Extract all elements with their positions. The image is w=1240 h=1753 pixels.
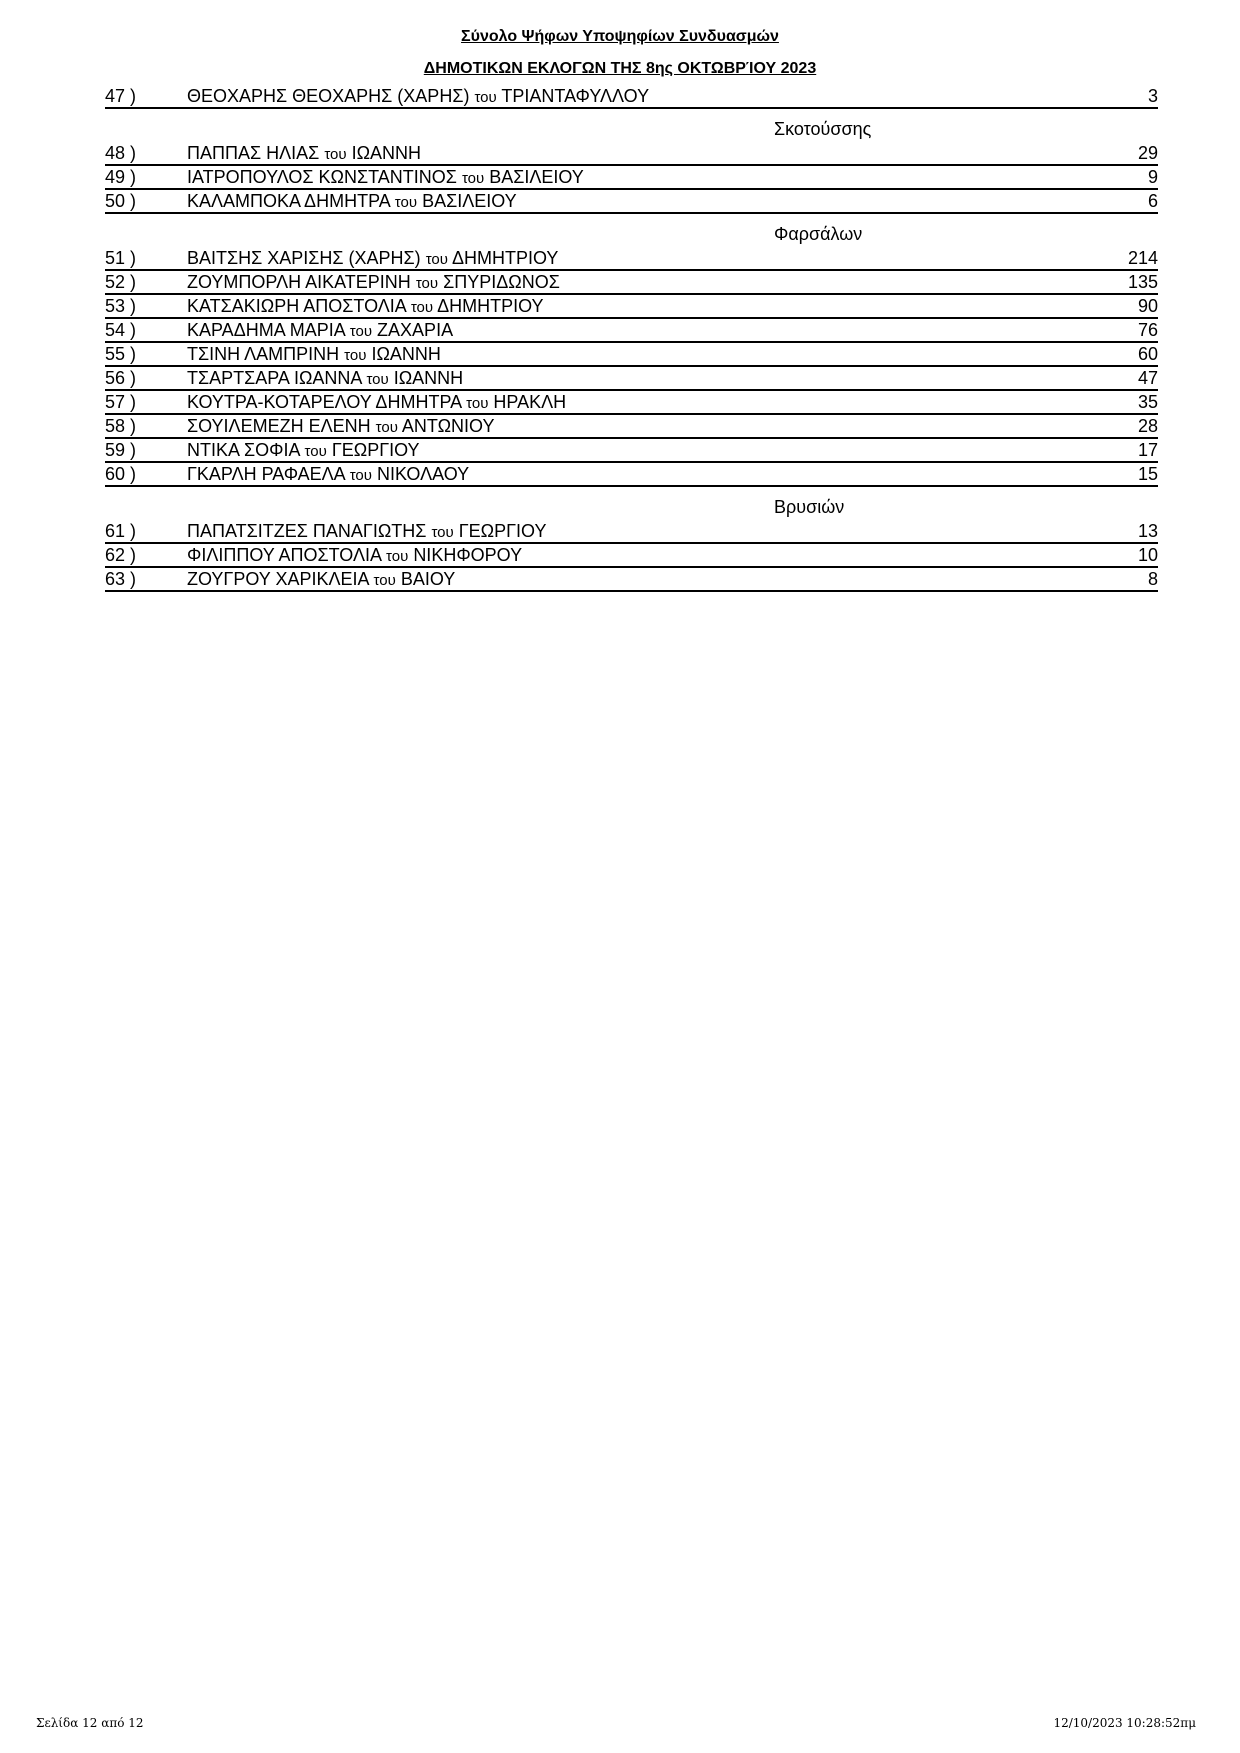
vote-count: 90	[1137, 296, 1158, 316]
vote-count: 47	[1137, 368, 1158, 388]
candidate-name	[187, 463, 469, 487]
candidate-surname: ΒΑΙΤΣΗΣ ΧΑΡΙΣΗΣ (ΧΑΡΗΣ)	[187, 248, 421, 268]
candidate-surname: ΖΟΥΓΡΟΥ ΧΑΡΙΚΛΕΙΑ	[187, 569, 369, 589]
section-header	[105, 214, 1158, 247]
row-number: 59 )	[105, 440, 137, 460]
father-name: ΓΕΩΡΓΙΟΥ	[458, 521, 547, 541]
candidate-surname: ΚΑΡΑΔΗΜΑ ΜΑΡΙΑ	[187, 320, 345, 340]
table-row	[105, 142, 1158, 166]
candidate-name	[187, 367, 463, 391]
vote-count: 60	[1137, 344, 1158, 364]
father-name: ΒΑΣΙΛΕΙΟΥ	[489, 167, 584, 187]
father-name: ΣΠΥΡΙΔΩΝΟΣ	[443, 272, 560, 292]
candidate-name	[187, 439, 420, 463]
patronymic-particle: του	[344, 347, 367, 364]
candidate-surname: ΚΑΛΑΜΠΟΚΑ ΔΗΜΗΤΡΑ	[187, 191, 390, 211]
table-row	[105, 295, 1158, 319]
patronymic-particle: του	[304, 443, 327, 460]
father-name: ΝΙΚΟΛΑΟΥ	[376, 464, 470, 484]
candidate-name	[187, 142, 421, 166]
patronymic-particle: του	[466, 395, 489, 412]
table-row	[105, 166, 1158, 190]
row-number: 52 )	[105, 272, 137, 292]
candidate-surname: ΚΟΥΤΡΑ-ΚΟΤΑΡΕΛΟΥ ΔΗΜΗΤΡΑ	[187, 392, 462, 412]
father-name: ΙΩΑΝΝΗ	[393, 368, 464, 388]
table-row	[105, 415, 1158, 439]
candidate-name	[187, 544, 522, 568]
candidate-surname: ΤΣΑΡΤΣΑΡΑ ΙΩΑΝΝΑ	[187, 368, 362, 388]
section-header	[105, 487, 1158, 520]
candidate-surname: ΣΟΥΙΛΕΜΕΖΗ ΕΛΕΝΗ	[187, 416, 371, 436]
vote-count: 6	[1147, 191, 1158, 211]
father-name: ΙΩΑΝΝΗ	[371, 344, 441, 364]
vote-count: 8	[1147, 569, 1158, 589]
patronymic-particle: του	[366, 371, 389, 388]
patronymic-particle: του	[375, 419, 398, 436]
candidate-surname: ΠΑΠΑΤΣΙΤΖΕΣ ΠΑΝΑΓΙΩΤΗΣ	[187, 521, 427, 541]
print-datetime: 12/10/2023 10:28:52πμ	[1053, 1716, 1196, 1730]
father-name: ΓΕΩΡΓΙΟΥ	[331, 440, 420, 460]
candidate-name	[187, 568, 455, 592]
candidate-surname: ΝΤΙΚΑ ΣΟΦΙΑ	[187, 440, 300, 460]
father-name: ΒΑΣΙΛΕΙΟΥ	[422, 191, 517, 211]
row-number: 50 )	[105, 191, 137, 211]
patronymic-particle: του	[415, 275, 439, 292]
father-name: ΔΗΜΗΤΡΙΟΥ	[451, 248, 559, 268]
patronymic-particle: του	[386, 548, 409, 565]
candidate-surname: ΠΑΠΠΑΣ ΗΛΙΑΣ	[187, 143, 320, 163]
candidate-surname: ΚΑΤΣΑΚΙΩΡΗ ΑΠΟΣΤΟΛΙΑ	[187, 296, 406, 316]
father-name: ΙΩΑΝΝΗ	[351, 143, 422, 163]
vote-count: 28	[1137, 416, 1158, 436]
row-number: 56 )	[105, 368, 137, 388]
table-row	[105, 463, 1158, 487]
table-row	[105, 319, 1158, 343]
patronymic-particle: του	[410, 299, 434, 316]
father-name: ΖΑΧΑΡΙΑ	[377, 320, 454, 340]
candidate-surname: ΓΚΑΡΛΗ ΡΑΦΑΕΛΑ	[187, 464, 345, 484]
section-label: Σκοτούσσης	[774, 119, 872, 139]
vote-count: 214	[1127, 248, 1158, 268]
vote-count: 10	[1137, 545, 1158, 565]
section-label: Βρυσιών	[774, 497, 845, 517]
table-row	[105, 343, 1158, 367]
row-number: 49 )	[105, 167, 137, 187]
row-number: 55 )	[105, 344, 137, 364]
row-number: 63 )	[105, 569, 137, 589]
row-number: 47 )	[105, 86, 137, 106]
father-name: ΝΙΚΗΦΟΡΟΥ	[413, 545, 523, 565]
candidates-list	[105, 85, 1158, 592]
candidate-name	[187, 343, 441, 367]
vote-count: 13	[1137, 521, 1158, 541]
candidate-name	[187, 520, 546, 544]
row-number: 51 )	[105, 248, 137, 268]
table-row	[105, 439, 1158, 463]
father-name: ΤΡΙΑΝΤΑΦΥΛΛΟΥ	[501, 86, 650, 106]
document-subtitle: ΔΗΜΟΤΙΚΩΝ ΕΚΛΟΓΩΝ ΤΗΣ 8ης ΟΚΤΩΒΡΊΟΥ 2023	[423, 60, 817, 77]
candidate-name	[187, 247, 558, 271]
father-name: ΒΑΙΟΥ	[400, 569, 456, 589]
section-header	[105, 109, 1158, 142]
vote-count: 135	[1127, 272, 1158, 292]
row-number: 53 )	[105, 296, 137, 316]
table-row	[105, 544, 1158, 568]
candidate-name	[187, 319, 453, 343]
document-title: Σύνολο Ψήφων Υποψηφίων Συνδυασμών	[461, 28, 779, 45]
candidate-name	[187, 85, 649, 109]
candidate-surname: ΙΑΤΡΟΠΟΥΛΟΣ ΚΩΝΣΤΑΝΤΙΝΟΣ	[187, 167, 457, 187]
page-number: Σελίδα 12 από 12	[36, 1716, 144, 1730]
patronymic-particle: του	[394, 194, 418, 211]
table-row	[105, 520, 1158, 544]
candidate-surname: ΘΕΟΧΑΡΗΣ ΘΕΟΧΑΡΗΣ (ΧΑΡΗΣ)	[187, 86, 470, 106]
vote-count: 29	[1137, 143, 1158, 163]
candidate-surname: ΦΙΛΙΠΠΟΥ ΑΠΟΣΤΟΛΙΑ	[187, 545, 382, 565]
vote-count: 9	[1147, 167, 1158, 187]
patronymic-particle: του	[349, 467, 372, 484]
vote-count: 35	[1137, 392, 1158, 412]
father-name: ΔΗΜΗΤΡΙΟΥ	[437, 296, 544, 316]
row-number: 60 )	[105, 464, 137, 484]
candidate-name	[187, 271, 560, 295]
table-row	[105, 247, 1158, 271]
patronymic-particle: του	[373, 572, 396, 589]
table-row	[105, 367, 1158, 391]
father-name: ΑΝΤΩΝΙΟΥ	[401, 416, 495, 436]
row-number: 61 )	[105, 521, 137, 541]
patronymic-particle: του	[461, 170, 485, 187]
row-number: 58 )	[105, 416, 137, 436]
candidate-name	[187, 190, 517, 214]
patronymic-particle: του	[349, 323, 373, 340]
row-number: 54 )	[105, 320, 137, 340]
candidate-surname: ΖΟΥΜΠΟΡΛΗ ΑΙΚΑΤΕΡΙΝΗ	[187, 272, 411, 292]
row-number: 62 )	[105, 545, 137, 565]
candidate-name	[187, 391, 566, 415]
vote-count: 76	[1137, 320, 1158, 340]
patronymic-particle: του	[324, 146, 347, 163]
candidate-name	[187, 295, 544, 319]
candidate-name	[187, 166, 584, 190]
table-row	[105, 568, 1158, 592]
vote-count: 3	[1147, 86, 1158, 106]
patronymic-particle: του	[474, 89, 497, 106]
patronymic-particle: του	[425, 251, 448, 268]
table-row	[105, 85, 1158, 109]
candidate-surname: ΤΣΙΝΗ ΛΑΜΠΡΙΝΗ	[187, 344, 340, 364]
vote-count: 15	[1137, 464, 1158, 484]
vote-count: 17	[1137, 440, 1158, 460]
section-label: Φαρσάλων	[774, 224, 863, 244]
candidate-name	[187, 415, 494, 439]
table-row	[105, 190, 1158, 214]
table-row	[105, 391, 1158, 415]
row-number: 48 )	[105, 143, 137, 163]
row-number: 57 )	[105, 392, 137, 412]
table-row	[105, 271, 1158, 295]
father-name: ΗΡΑΚΛΗ	[493, 392, 567, 412]
patronymic-particle: του	[431, 524, 454, 541]
